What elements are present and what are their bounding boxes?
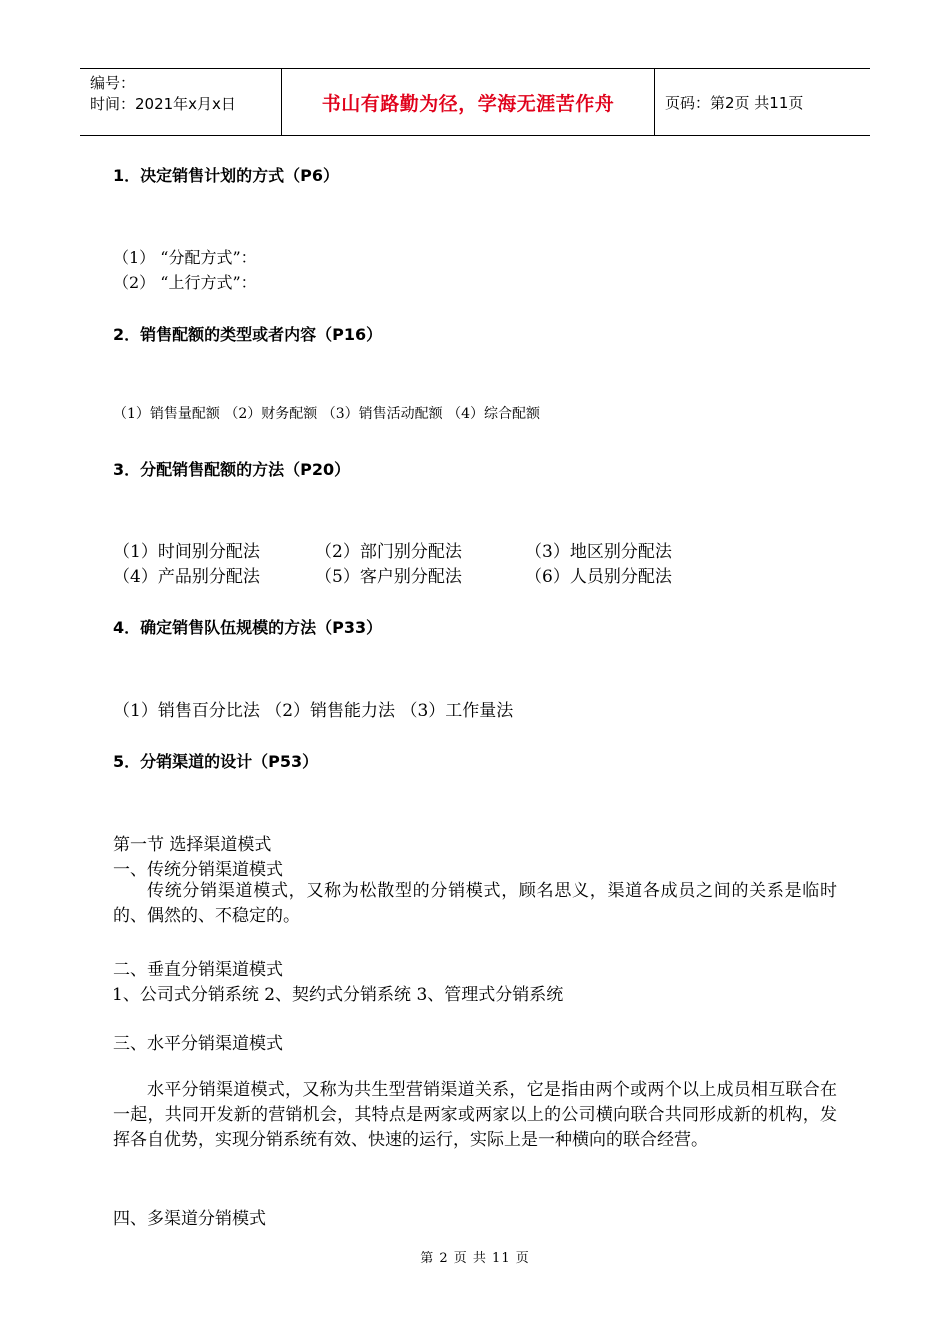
heading-traditional: 一、传统分销渠道模式 [113, 860, 283, 880]
number-label: 编号： [90, 74, 136, 92]
page-footer [0, 1247, 950, 1266]
paragraph-horizontal: 水平分销渠道模式，又称为共生型营销渠道关系，它是指由两个或两个以上成员相互联合在一起，共同开发新的营销机会，其特点是两家或两家以上的公司横向联合共同形成新的机构，发挥各自优势，实现分销系统有效、快速的运行，实际上是一种横向的联合经营。 [113, 1080, 837, 1150]
header-meta [80, 69, 282, 135]
paragraph-traditional: 传统分销渠道模式，又称为松散型的分销模式，顾名思义，渠道各成员之间的关系是临时的、偶然的、不稳定的。 [113, 881, 837, 926]
section-2-title: 2．销售配额的类型或者内容（P16） [113, 325, 383, 344]
list-vertical: 1、公司式分销系统 2、契约式分销系统 3、管理式分销系统 [112, 985, 564, 1005]
section-1-item-2: （2） “上行方式”： [113, 273, 257, 292]
heading-multichannel: 四、多渠道分销模式 [113, 1209, 266, 1229]
footer-page-number: 第 2 页 共 11 页 [420, 1251, 530, 1266]
method-2: （2）部门别分配法 [315, 542, 462, 562]
chapter-heading: 第一节 选择渠道模式 [113, 835, 272, 855]
time-label: 时间：2021年x月x日 [90, 95, 236, 113]
section-4-items: （1）销售百分比法 （2）销售能力法 （3）工作量法 [113, 701, 514, 721]
method-5: （5）客户别分配法 [315, 567, 462, 587]
section-3-title: 3．分配销售配额的方法（P20） [113, 460, 351, 479]
section-4-title: 4．确定销售队伍规模的方法（P33） [113, 618, 383, 637]
section-2-items: （1）销售量配额 （2）财务配额 （3）销售活动配额 （4）综合配额 [113, 406, 540, 422]
heading-horizontal: 三、水平分销渠道模式 [113, 1034, 283, 1054]
method-1: （1）时间别分配法 [113, 542, 260, 562]
header-page-info: 页码：第2页 共11页 [665, 93, 804, 112]
heading-vertical: 二、垂直分销渠道模式 [113, 960, 283, 980]
method-3: （3）地区别分配法 [525, 542, 672, 562]
section-1-title: 1．决定销售计划的方式（P6） [113, 166, 339, 185]
page-header [80, 68, 870, 136]
section-1-item-1: （1） “分配方式”： [113, 248, 257, 267]
method-6: （6）人员别分配法 [525, 567, 672, 587]
method-4: （4）产品别分配法 [113, 567, 260, 587]
header-motto-cell [282, 69, 655, 135]
section-5-title: 5．分销渠道的设计（P53） [113, 752, 319, 771]
header-motto: 书山有路勤为径，学海无涯苦作舟 [321, 92, 615, 115]
